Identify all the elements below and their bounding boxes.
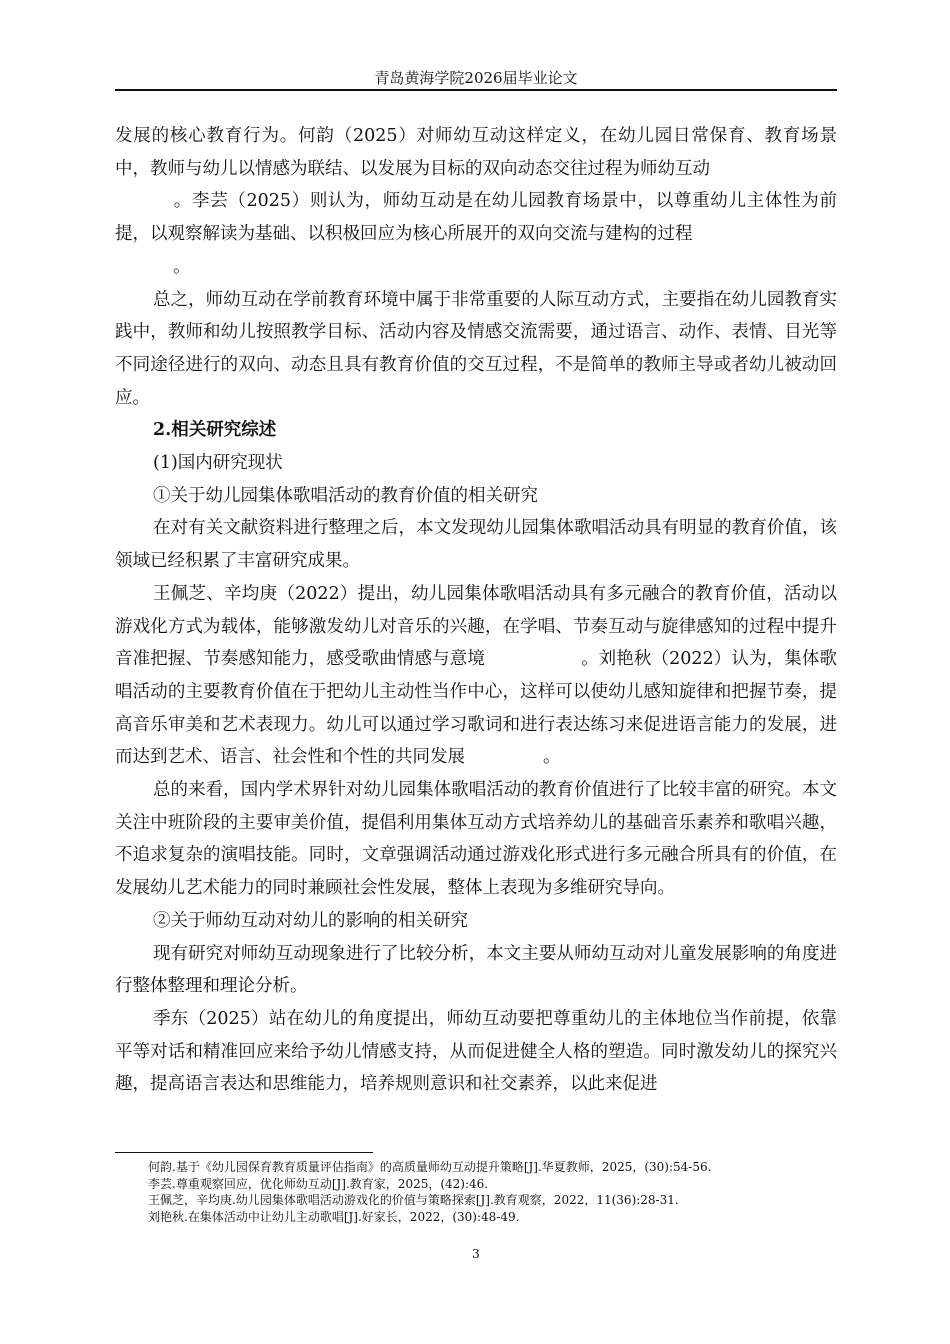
footnote-item: 刘艳秋.在集体活动中让幼儿主动歌唱[J].好家长，2022，(30):48-49. <box>148 1209 520 1224</box>
main-body <box>115 120 837 1101</box>
footnote-item: 李芸.尊重观察回应，优化师幼互动[J].教育家，2025，(42):46. <box>148 1176 489 1191</box>
heading-text: ①关于幼儿园集体歌唱活动的教育价值的相关研究 <box>153 485 538 506</box>
paragraph-overview <box>115 512 837 577</box>
paragraph-definition-li <box>115 185 837 250</box>
footnote-rule <box>115 1152 373 1153</box>
paragraph-text: 王佩芝、辛均庚（2022）提出，幼儿园集体歌唱活动具有多元融合的教育价值，活动以游戏化方式为载体，能够激发幼儿对音乐的兴趣，在学唱、节奏互动与旋律感知的过程中提升音准把握、节奏感知能力，感受歌曲情感与意境 <box>115 583 837 670</box>
paragraph-text: 季东（2025）站在幼儿的角度提出，师幼互动要把尊重幼儿的主体地位当作前提，依靠平等对话和精准回应来给予幼儿情感支持，从而促进健全人格的塑造。同时激发幼儿的探究兴趣，提高语言表达和思维能力，培养规则意识和社交素养，以此来促进 <box>115 1008 837 1095</box>
running-header: 青岛黄海学院2026届毕业论文 <box>374 69 578 87</box>
topic-heading-2 <box>115 905 837 938</box>
header-rule <box>115 89 837 91</box>
paragraph-text: 发展的核心教育行为。何韵（2025）对师幼互动这样定义，在幼儿园日常保育、教育场景中，教师与幼儿以情感为联结、以发展为目标的双向动态交往过程为师幼互动 <box>115 126 837 179</box>
section-heading <box>115 414 837 447</box>
paragraph-text: 。 <box>173 256 191 277</box>
paragraph-conclusion <box>115 774 837 905</box>
paragraph-text: 总的来看，国内学术界针对幼儿园集体歌唱活动的教育价值进行了比较丰富的研究。本文关注中班阶段的主要审美价值，提倡利用集体互动方式培养幼儿的基础音乐素养和歌唱兴趣，不追求复杂的演唱技能。同时，文章强调活动通过游戏化形式进行多元融合所具有的价值，在发展幼儿艺术能力的同时兼顾社会性发展，整体上表现为多维研究导向。 <box>115 780 837 899</box>
paragraph-definition-end <box>115 251 837 284</box>
heading-text: 2.相关研究综述 <box>153 420 277 441</box>
paragraph-text: 在对有关文献资料进行整理之后，本文发现幼儿园集体歌唱活动具有明显的教育价值，该领域已经积累了丰富研究成果。 <box>115 518 837 572</box>
subsection-heading <box>115 447 837 480</box>
footnote-item: 王佩芝，辛均庚.幼儿园集体歌唱活动游戏化的价值与策略探索[J].教育观察，2022，11(36):28-31. <box>148 1193 679 1207</box>
paragraph-text: 现有研究对师幼互动现象进行了比较分析，本文主要从师幼互动对儿童发展影响的角度进行整体整理和理论分析。 <box>115 943 837 997</box>
page-number: 3 <box>472 1247 480 1261</box>
heading-text: (1)国内研究现状 <box>153 453 283 474</box>
topic-heading-1 <box>115 480 837 513</box>
paragraph-ji-dong <box>115 1003 837 1101</box>
heading-text: ②关于师幼互动对幼儿的影响的相关研究 <box>153 910 468 931</box>
paragraph-text: 总之，师幼互动在学前教育环境中属于非常重要的人际互动方式，主要指在幼儿园教育实践中，教师和幼儿按照教学目标、活动内容及情感交流需要，通过语言、动作、表情、目光等不同途径进行的双向、动态且具有教育价值的交互过程，不是简单的教师主导或者幼儿被动回应。 <box>115 289 837 408</box>
paragraph-summary <box>115 284 837 415</box>
paragraph-analysis <box>115 938 837 1003</box>
paragraph-definition-he <box>115 120 837 185</box>
footnote-item: 何韵.基于《幼儿园保育教育质量评估指南》的高质量师幼互动提升策略[J].华夏教师，2025，(30):54-56. <box>148 1160 712 1174</box>
paragraph-text: 。 <box>543 747 561 768</box>
paragraph-text: 。李芸（2025）则认为，师幼互动是在幼儿园教育场景中，以尊重幼儿主体性为前提，以观察解读为基础、以积极回应为核心所展开的双向交流与建构的过程 <box>115 191 837 245</box>
paragraph-text: 。刘艳秋（2022）认为，集体歌唱活动的主要教育价值在于把幼儿主动性当作中心，这样可以使幼儿感知旋律和把握节奏，提高音乐审美和艺术表现力。幼儿可以通过学习歌词和进行表达练习来促进语言能力的发展，进而达到艺术、语言、社会性和个性的共同发展 <box>115 649 838 768</box>
footnotes <box>148 1159 837 1225</box>
paragraph-wang-xin <box>115 578 837 774</box>
